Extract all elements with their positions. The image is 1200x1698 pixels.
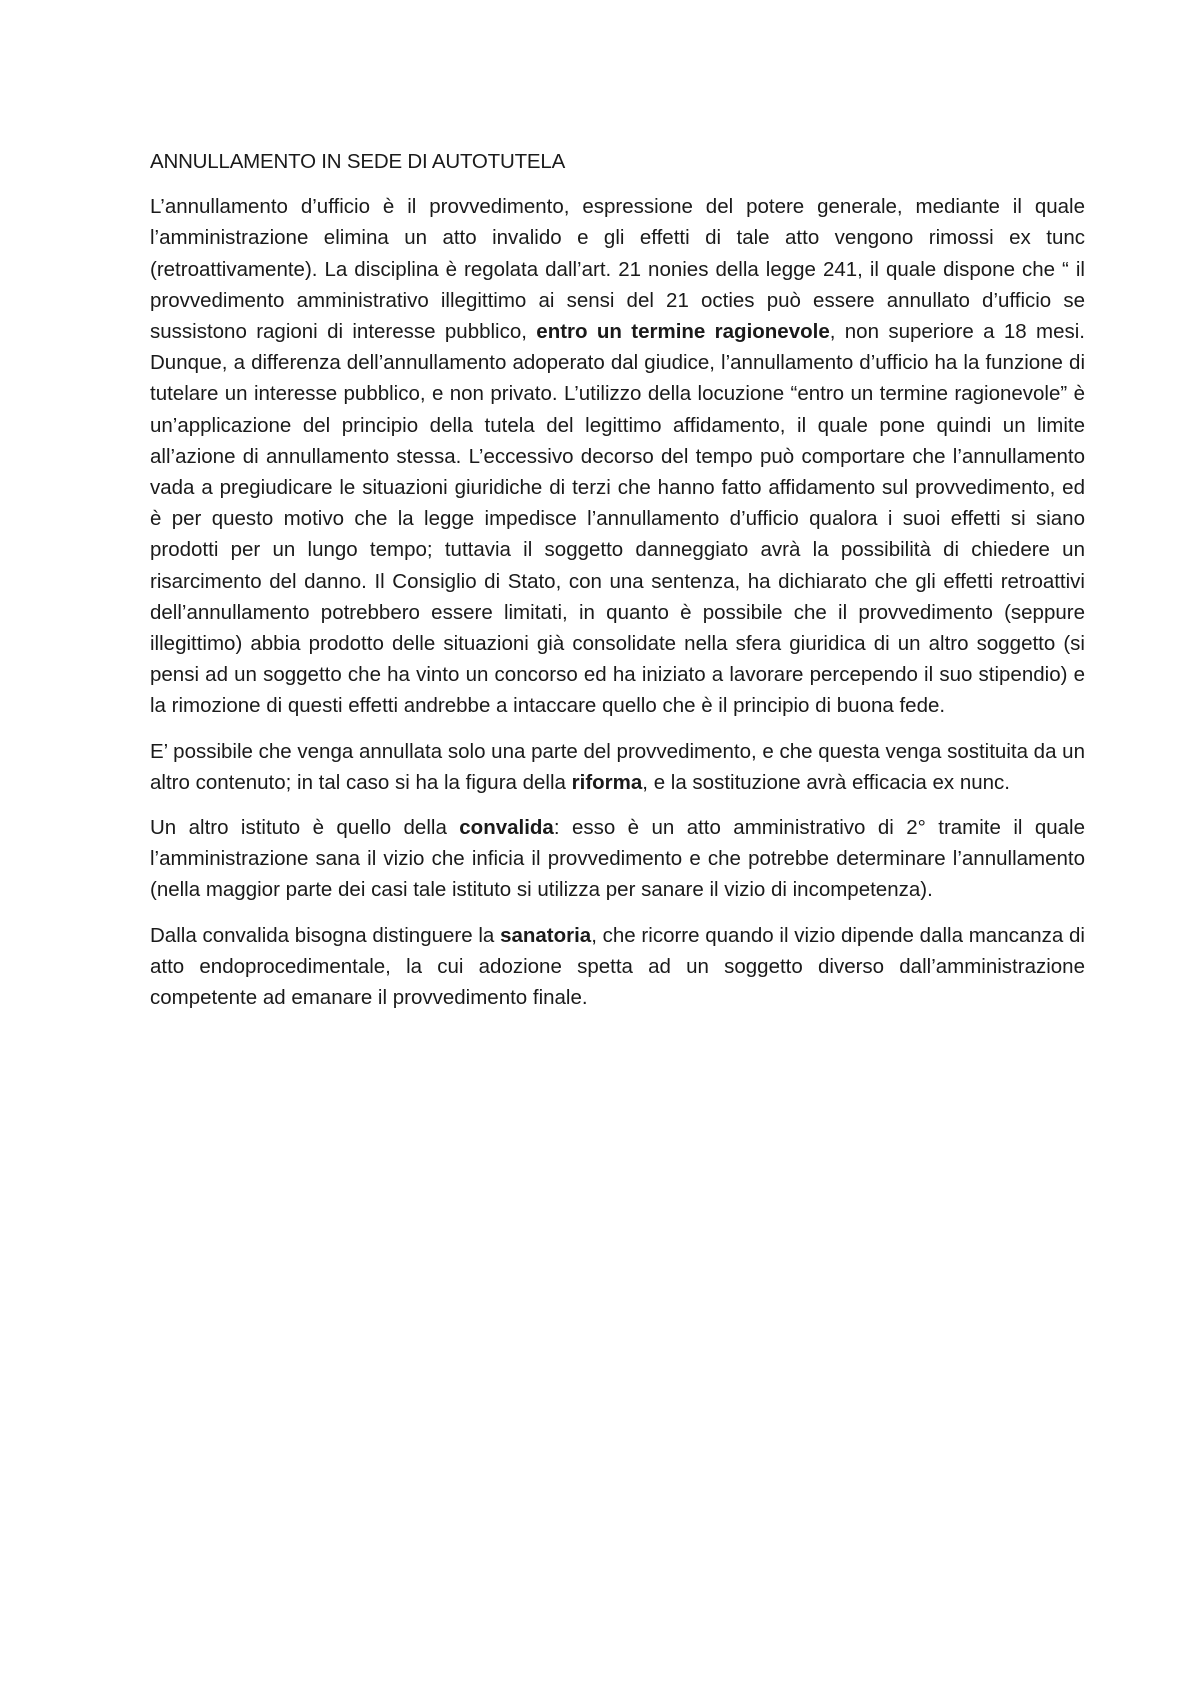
paragraph-text: : esso è un atto amministrativo di 2° tramite il quale l’amministrazione sana il vizio che inficia il provvedimento e che potrebbe determinare l’annullamento (nella maggior parte dei casi tale istituto si utilizza per sanare il vizio di incompetenza). — [150, 816, 1085, 902]
paragraph-sanatoria — [150, 920, 1085, 1014]
paragraph-text: Un altro istituto è quello della — [150, 816, 460, 840]
paragraph-text: L’annullamento d’ufficio è il provvedimento, espressione del potere generale, mediante il quale l’amministrazione elimina un atto invalido e gli effetti di tale atto vengono rimossi ex tunc (retroattivamente). La disciplina è regolata dall’art. 21 nonies della legge 241, il quale dispone che “ il provvedimento amministrativo illegittimo ai sensi del 21 octies può essere annullato d’ufficio se sussistono ragioni di interesse pubblico, — [150, 195, 1085, 344]
paragraph-convalida — [150, 812, 1085, 906]
bold-term-termine-ragionevole: entro un termine ragionevole — [536, 320, 830, 344]
document-body — [150, 146, 1085, 1027]
paragraph-text: , che ricorre quando il vizio dipende dalla mancanza di atto endoprocedimentale, la cui adozione spetta ad un soggetto diverso dall’amministrazione competente ad emanare il provvedimento finale. — [150, 923, 1085, 1010]
bold-term-convalida: convalida — [459, 816, 554, 840]
bold-term-sanatoria: sanatoria — [500, 923, 592, 947]
paragraph-riforma — [150, 736, 1085, 798]
paragraph-annullamento — [150, 191, 1085, 721]
paragraph-text: , e la sostituzione avrà efficacia ex nunc. — [642, 770, 1010, 794]
paragraph-text: E’ possibile che venga annullata solo una parte del provvedimento, e che questa venga sostituita da un altro contenuto; in tal caso si ha la figura della — [150, 739, 1085, 794]
document-title: ANNULLAMENTO IN SEDE DI AUTOTUTELA — [150, 150, 566, 173]
paragraph-text: Dalla convalida bisogna distinguere la — [150, 923, 501, 947]
bold-term-riforma: riforma — [571, 770, 643, 794]
paragraph-text: , non superiore a 18 mesi. Dunque, a differenza dell’annullamento adoperato dal giudice, l’annullamento d’ufficio ha la funzione di tutelare un interesse pubblico, e non privato. L’utilizzo della locuzione “entro un termine ragionevole” è un’applicazione del principio della tutela del legittimo affidamento, il quale pone quindi un limite all’azione di annullamento stessa. L’eccessivo decorso del tempo può comportare che l’annullamento vada a pregiudicare le situazioni giuridiche di terzi che hanno fatto affidamento sul provvedimento, ed è per questo motivo che la legge impedisce l’annullamento d’ufficio qualora i suoi effetti si siano prodotti per un lungo tempo; tuttavia il soggetto danneggiato avrà la possibilità di chiedere un risarcimento del danno. Il Consiglio di Stato, con una sentenza, ha dichiarato che gli effetti retroattivi dell’annullamento potrebbero essere limitati, in quanto è possibile che il provvedimento (seppure illegittimo) abbia prodotto delle situazioni già consolidate nella sfera giuridica di un altro soggetto (si pensi ad un soggetto che ha vinto un concorso ed ha iniziato a lavorare percependo il suo stipendio) e la rimozione di questi effetti andrebbe a intaccare quello che è il principio di buona fede. — [150, 320, 1085, 718]
